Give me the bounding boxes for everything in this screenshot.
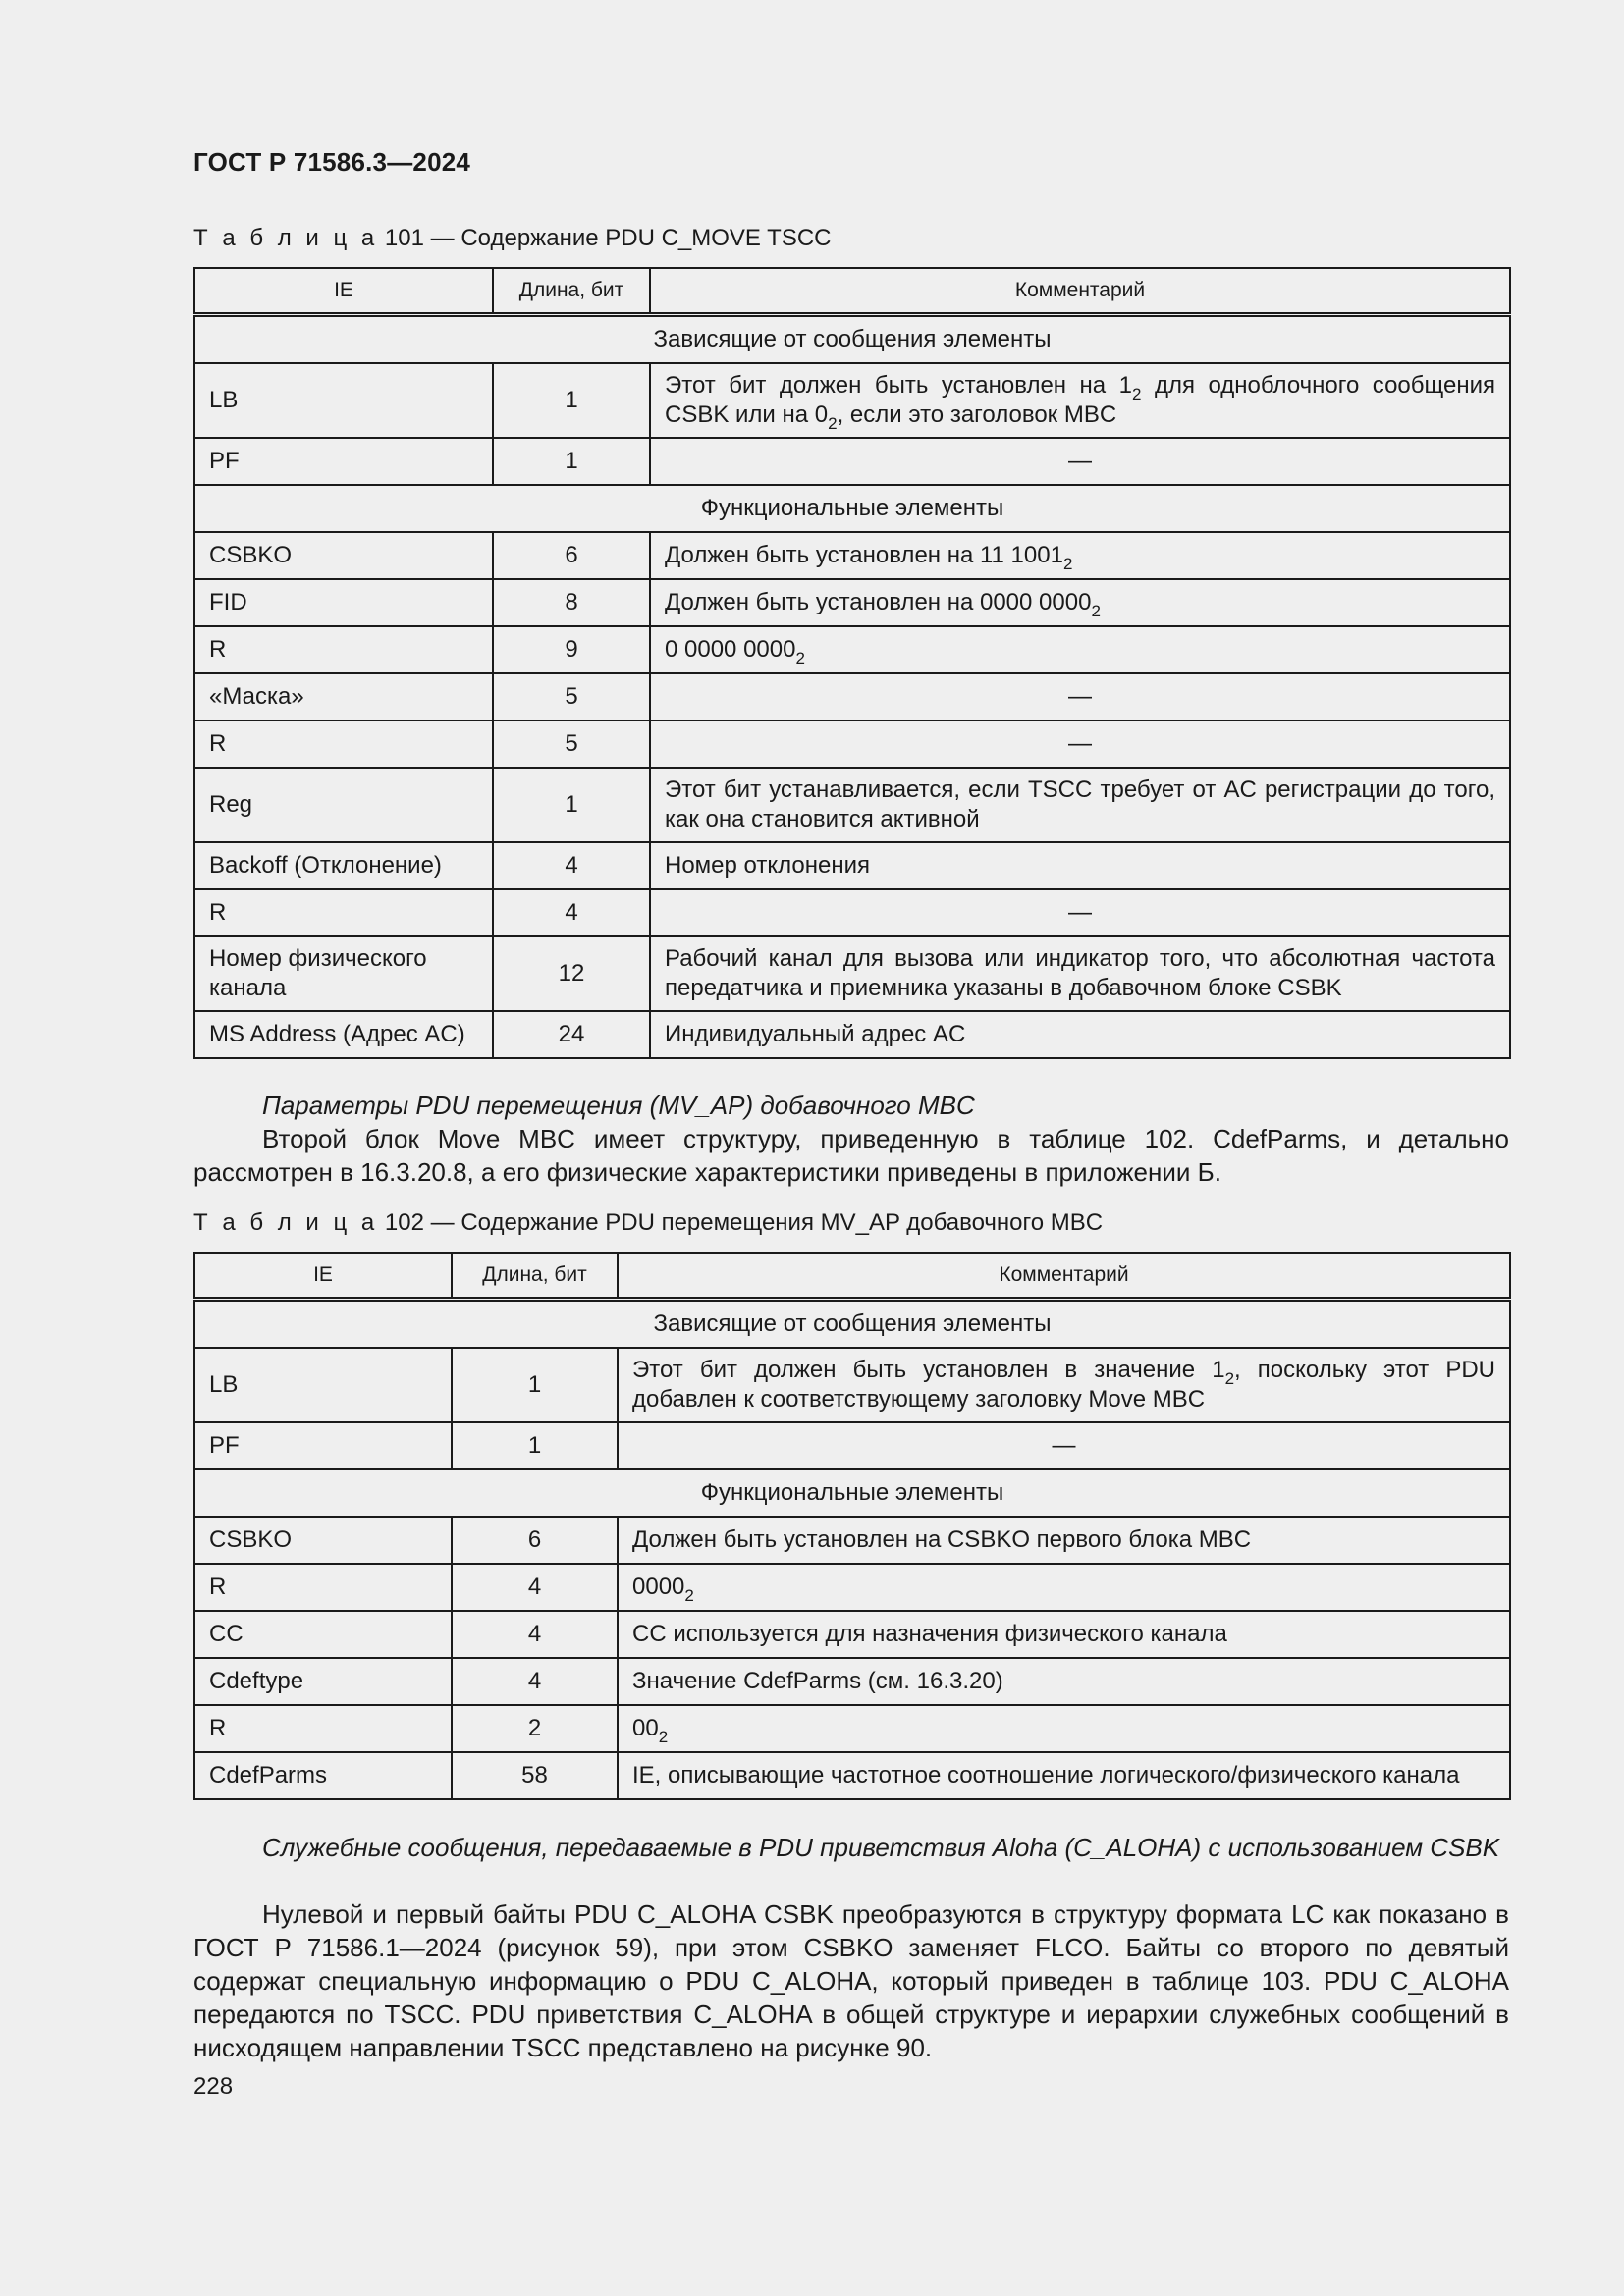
length-cell: 1 — [493, 438, 650, 485]
column-header-comment: Комментарий — [650, 268, 1510, 315]
section-heading: Параметры PDU перемещения (MV_AP) добавочного MBC — [262, 1091, 975, 1120]
length-cell: 5 — [493, 721, 650, 768]
length-cell: 58 — [452, 1752, 618, 1799]
section-row — [194, 1300, 1510, 1349]
table-row — [194, 532, 1510, 579]
table-101 — [193, 267, 1511, 1059]
column-header-ie: IE — [194, 268, 493, 315]
length-cell: 4 — [493, 842, 650, 889]
table-header-row — [194, 1253, 1510, 1300]
section-row — [194, 485, 1510, 532]
comment-cell: Этот бит устанавливается, если TSCC требует от AC регистрации до того, как она становится активной — [650, 768, 1510, 842]
ie-cell: LB — [194, 363, 493, 438]
table-row — [194, 1611, 1510, 1658]
table-row — [194, 1422, 1510, 1469]
comment-cell: Должен быть установлен на 0000 $0000_2$ — [650, 579, 1510, 626]
ie-cell: CSBKO — [194, 1517, 452, 1564]
section-row — [194, 1469, 1510, 1517]
ie-cell: R — [194, 1564, 452, 1611]
table-header-row — [194, 268, 1510, 315]
length-cell: 8 — [493, 579, 650, 626]
length-cell: 6 — [452, 1517, 618, 1564]
section-label: Зависящие от сообщения элементы — [194, 1300, 1510, 1349]
table-row — [194, 579, 1510, 626]
length-cell: 1 — [452, 1348, 618, 1422]
table-row — [194, 1752, 1510, 1799]
length-cell: 5 — [493, 673, 650, 721]
comment-cell: Номер отклонения — [650, 842, 1510, 889]
ie-cell: PF — [194, 438, 493, 485]
table-row — [194, 626, 1510, 673]
ie-cell: R — [194, 721, 493, 768]
ie-cell: FID — [194, 579, 493, 626]
table-row — [194, 438, 1510, 485]
comment-cell: — — [650, 438, 1510, 485]
length-cell: 4 — [493, 889, 650, 936]
ie-cell: Номер физического канала — [194, 936, 493, 1011]
body-paragraph: Второй блок Move MBC имеет структуру, приведенную в таблице 102. CdefParms, и детально рассмотрен в 16.3.20.8, а его физические характеристики приведены в приложении Б. — [193, 1124, 1509, 1187]
comment-cell: Должен быть установлен на 11 $1001_2$ — [650, 532, 1510, 579]
ie-cell: CC — [194, 1611, 452, 1658]
table-row — [194, 1705, 1510, 1752]
comment-cell: Индивидуальный адрес AC — [650, 1011, 1510, 1058]
table-101-caption — [193, 225, 832, 252]
table-row — [194, 936, 1510, 1011]
length-cell: 1 — [493, 363, 650, 438]
section-label: Зависящие от сообщения элементы — [194, 315, 1510, 364]
table-row — [194, 889, 1510, 936]
ie-cell: CSBKO — [194, 532, 493, 579]
table-row — [194, 363, 1510, 438]
table-row — [194, 1348, 1510, 1422]
table-row — [194, 1011, 1510, 1058]
length-cell: 9 — [493, 626, 650, 673]
body-paragraph: Нулевой и первый байты PDU C_ALOHA CSBK преобразуются в структуру формата LC как показано в ГОСТ Р 71586.1—2024 (рисунок 59), при этом CSBKO заменяет FLCO. Байты со второго по девятый содержат специальную информацию о PDU C_ALOHA, который приведен в таблице 103. PDU C_ALOHA передаются по TSCC. PDU приветствия C_ALOHA в общей структуре и иерархии служебных сообщений в нисходящем направлении TSCC представлено на рисунке 90. — [193, 1899, 1509, 2062]
comment-cell: Этот бит должен быть установлен на $1_2$ для одноблочного сообщения CSBK или на $0_2$, если это заголовок MBC — [650, 363, 1510, 438]
ie-cell: «Маска» — [194, 673, 493, 721]
caption-text: 102 — Содержание PDU перемещения MV_AP добавочного MBC — [378, 1209, 1104, 1236]
table-102-caption — [193, 1209, 1103, 1237]
ie-cell: CdefParms — [194, 1752, 452, 1799]
comment-cell: — — [650, 721, 1510, 768]
ie-cell: Cdeftype — [194, 1658, 452, 1705]
comment-cell: — — [650, 889, 1510, 936]
table-row — [194, 1564, 1510, 1611]
comment-cell: $00_2$ — [618, 1705, 1510, 1752]
column-header-comment: Комментарий — [618, 1253, 1510, 1300]
length-cell: 4 — [452, 1658, 618, 1705]
table-row — [194, 768, 1510, 842]
length-cell: 1 — [493, 768, 650, 842]
caption-text: 101 — Содержание PDU C_MOVE TSCC — [378, 225, 832, 251]
ie-cell: LB — [194, 1348, 452, 1422]
comment-cell: Должен быть установлен на CSBKO первого блока MBC — [618, 1517, 1510, 1564]
section-label: Функциональные элементы — [194, 485, 1510, 532]
comment-cell: Значение CdefParms (см. 16.3.20) — [618, 1658, 1510, 1705]
ie-cell: MS Address (Адрес AC) — [194, 1011, 493, 1058]
table-row — [194, 1658, 1510, 1705]
ie-cell: R — [194, 1705, 452, 1752]
comment-cell: — — [618, 1422, 1510, 1469]
length-cell: 6 — [493, 532, 650, 579]
caption-prefix: Т а б л и ц а — [193, 1209, 379, 1236]
document-id-header: ГОСТ Р 71586.3—2024 — [193, 147, 471, 177]
section-heading: Служебные сообщения, передаваемые в PDU приветствия Aloha (C_ALOHA) с использованием CSBK — [262, 1833, 1500, 1862]
column-header-length: Длина, бит — [493, 268, 650, 315]
length-cell: 4 — [452, 1611, 618, 1658]
caption-prefix: Т а б л и ц а — [193, 225, 379, 251]
section-row — [194, 315, 1510, 364]
length-cell: 24 — [493, 1011, 650, 1058]
table-row — [194, 842, 1510, 889]
section-label: Функциональные элементы — [194, 1469, 1510, 1517]
table-row — [194, 721, 1510, 768]
column-header-ie: IE — [194, 1253, 452, 1300]
ie-cell: Backoff (Отклонение) — [194, 842, 493, 889]
ie-cell: R — [194, 889, 493, 936]
length-cell: 4 — [452, 1564, 618, 1611]
length-cell: 12 — [493, 936, 650, 1011]
length-cell: 2 — [452, 1705, 618, 1752]
ie-cell: Reg — [194, 768, 493, 842]
table-102 — [193, 1252, 1511, 1800]
table-row — [194, 673, 1510, 721]
length-cell: 1 — [452, 1422, 618, 1469]
comment-cell: IE, описывающие частотное соотношение логического/физического канала — [618, 1752, 1510, 1799]
comment-cell: Рабочий канал для вызова или индикатор того, что абсолютная частота передатчика и приемника указаны в добавочном блоке CSBK — [650, 936, 1510, 1011]
comment-cell: Этот бит должен быть установлен в значение $1_2$, поскольку этот PDU добавлен к соответствующему заголовку Move MBC — [618, 1348, 1510, 1422]
ie-cell: R — [194, 626, 493, 673]
comment-cell: $0000_2$ — [618, 1564, 1510, 1611]
ie-cell: PF — [194, 1422, 452, 1469]
column-header-length: Длина, бит — [452, 1253, 618, 1300]
comment-cell: 0 0000 $0000_2$ — [650, 626, 1510, 673]
comment-cell: — — [650, 673, 1510, 721]
table-row — [194, 1517, 1510, 1564]
page-number: 228 — [193, 2073, 234, 2100]
comment-cell: CC используется для назначения физического канала — [618, 1611, 1510, 1658]
